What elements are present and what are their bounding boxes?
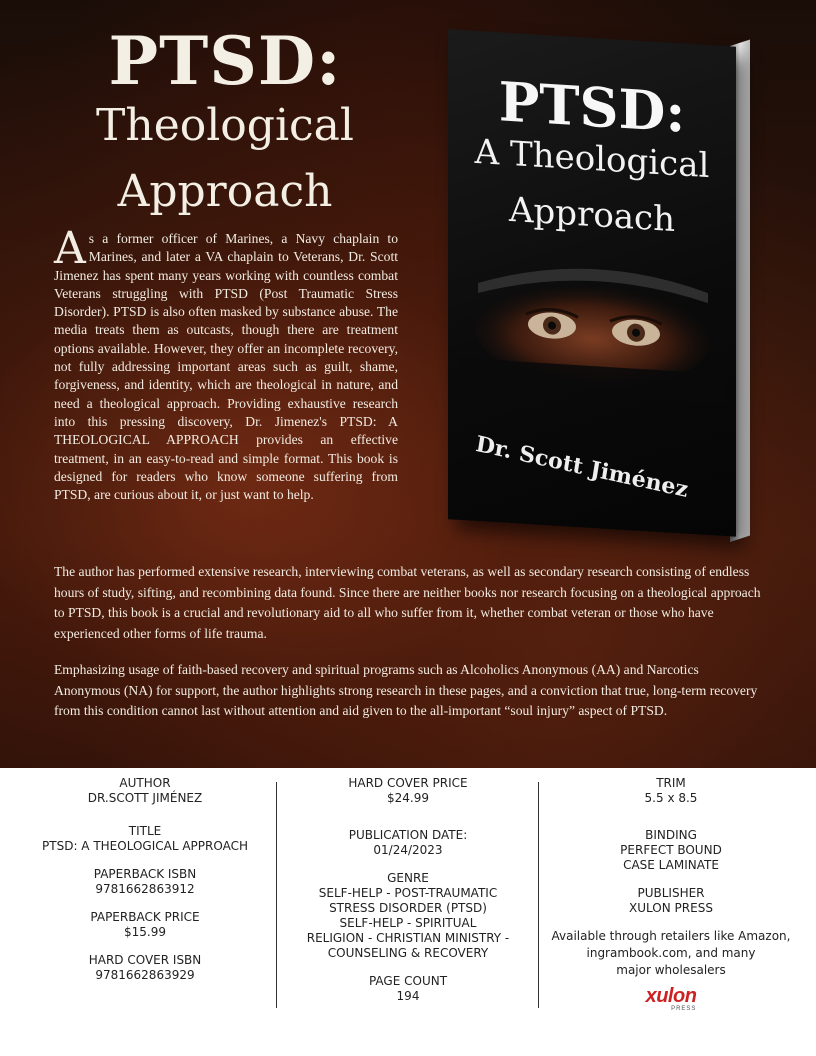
page-title-line3: Approach (117, 166, 333, 217)
body-paragraph-2: The author has performed extensive research, interviewing combat veterans, as well as secondary research consisting of endless hours of study, sifting, and recombining data found. Since there are neither books nor research focusing on a theological approach to PTSD, this book is a crucial and revolutionary aid to all who suffer from it, whether combat veteran or those who have experienced other forms of life trauma. (54, 564, 761, 641)
author-value: DR.SCOTT JIMÉNEZ (87, 791, 203, 805)
paperback-isbn-value: 9781662863912 (95, 882, 195, 896)
body-paragraph-3: Emphasizing usage of faith-based recovery and spiritual programs such as Alcoholics Anonymous (AA) and Narcotics Anonymous (NA) for support, the author highlights strong research in these pages, and a conviction that true, long-term recovery from this condition cannot last without attention and aid given to the all-important “soul injury” aspect of PTSD. (54, 662, 758, 718)
availability-text: ingrambook.com, and many (586, 946, 756, 960)
publisher-block (542, 886, 800, 916)
paperback-isbn-block (16, 867, 274, 897)
column-divider (276, 782, 277, 1008)
book-details-panel (0, 768, 816, 1056)
book-image (448, 38, 758, 538)
column-divider (538, 782, 539, 1008)
genre-line: STRESS DISORDER (PTSD) (329, 901, 487, 915)
paperback-isbn-label: PAPERBACK ISBN (93, 867, 197, 881)
genre-line: COUNSELING & RECOVERY (327, 946, 489, 960)
book-title-line1: PTSD: (498, 69, 686, 145)
hardcover-price-label: HARD COVER PRICE (348, 776, 468, 790)
binding-label: BINDING (645, 828, 697, 842)
page-count-value: 194 (396, 989, 420, 1003)
paperback-price-label: PAPERBACK PRICE (90, 910, 200, 924)
hardcover-isbn-value: 9781662863929 (95, 968, 195, 982)
paperback-price-block (16, 910, 274, 940)
title-value: PTSD: A THEOLOGICAL APPROACH (42, 839, 248, 853)
book-title-line2: A Theological (474, 131, 710, 187)
author-block (16, 776, 274, 806)
page-count-label: PAGE COUNT (368, 974, 448, 988)
drop-cap: A (54, 223, 86, 274)
hardcover-price-block (280, 776, 536, 806)
publisher-value: XULON PRESS (629, 901, 713, 915)
logo-subtext: PRESS (671, 1006, 697, 1012)
genre-line: SELF-HELP - POST-TRAUMATIC (318, 886, 498, 900)
hardcover-isbn-block (16, 953, 274, 983)
intro-paragraph (54, 223, 398, 504)
title-label: TITLE (128, 824, 162, 838)
details-column-1 (16, 776, 274, 996)
soldier-eyes-illustration (458, 248, 726, 404)
page-title-line1: PTSD: (108, 22, 342, 100)
publisher-label: PUBLISHER (637, 886, 705, 900)
genre-block (280, 871, 536, 961)
page-title-line2: Theological (96, 100, 354, 151)
binding-block (542, 828, 800, 873)
trim-value: 5.5 x 8.5 (644, 791, 698, 805)
availability-text: Available through retailers like Amazon, (551, 929, 791, 943)
publication-date-label: PUBLICATION DATE: (348, 828, 468, 842)
author-label: AUTHOR (119, 776, 171, 790)
genre-label: GENRE (387, 871, 429, 885)
publication-date-value: 01/24/2023 (373, 843, 443, 857)
binding-value: CASE LAMINATE (623, 858, 719, 872)
availability-block (542, 929, 800, 1014)
page-count-block (280, 974, 536, 1004)
logo-text: xulon (645, 985, 697, 1007)
details-column-3 (542, 776, 800, 1027)
book-cover (448, 29, 736, 537)
book-title-line3: Approach (508, 189, 675, 241)
trim-block (542, 776, 800, 806)
genre-line: RELIGION - CHRISTIAN MINISTRY - (306, 931, 510, 945)
publication-date-block (280, 828, 536, 858)
genre-line: SELF-HELP - SPIRITUAL (339, 916, 477, 930)
availability-text: major wholesalers (616, 963, 726, 977)
paperback-price-value: $15.99 (124, 925, 166, 939)
trim-label: TRIM (656, 776, 686, 790)
hardcover-price-value: $24.99 (387, 791, 429, 805)
binding-value: PERFECT BOUND (620, 843, 722, 857)
hardcover-isbn-label: HARD COVER ISBN (88, 953, 202, 967)
title-block (16, 824, 274, 854)
xulon-press-logo (646, 986, 697, 1012)
details-column-2 (280, 776, 536, 1017)
book-author: Dr. Scott Jiménez (473, 431, 690, 503)
intro-text: s a former officer of Marines, a Navy chaplain to Marines, and later a VA chaplain to Veterans, Dr. Scott Jimenez has spent many years working with countless combat Veterans struggling with PTSD (Post Traumatic Stress Disorder). PTSD is also often masked by substance abuse. The media treats them as outcasts, though there are treatment options available. However, they offer an incomplete recovery, not fully addressing important areas such as guilt, shame, forgiveness, and identity, which are theological in nature, and need a theological approach. Providing exhaustive research into this pressing discovery, Dr. Jimenez's PTSD: A THEOLOGICAL APPROACH provides an effective treatment, in an easy-to-read and simple format. This book is designed for readers who know someone suffering from PTSD, are curious about it, or just want to help. (54, 231, 398, 503)
